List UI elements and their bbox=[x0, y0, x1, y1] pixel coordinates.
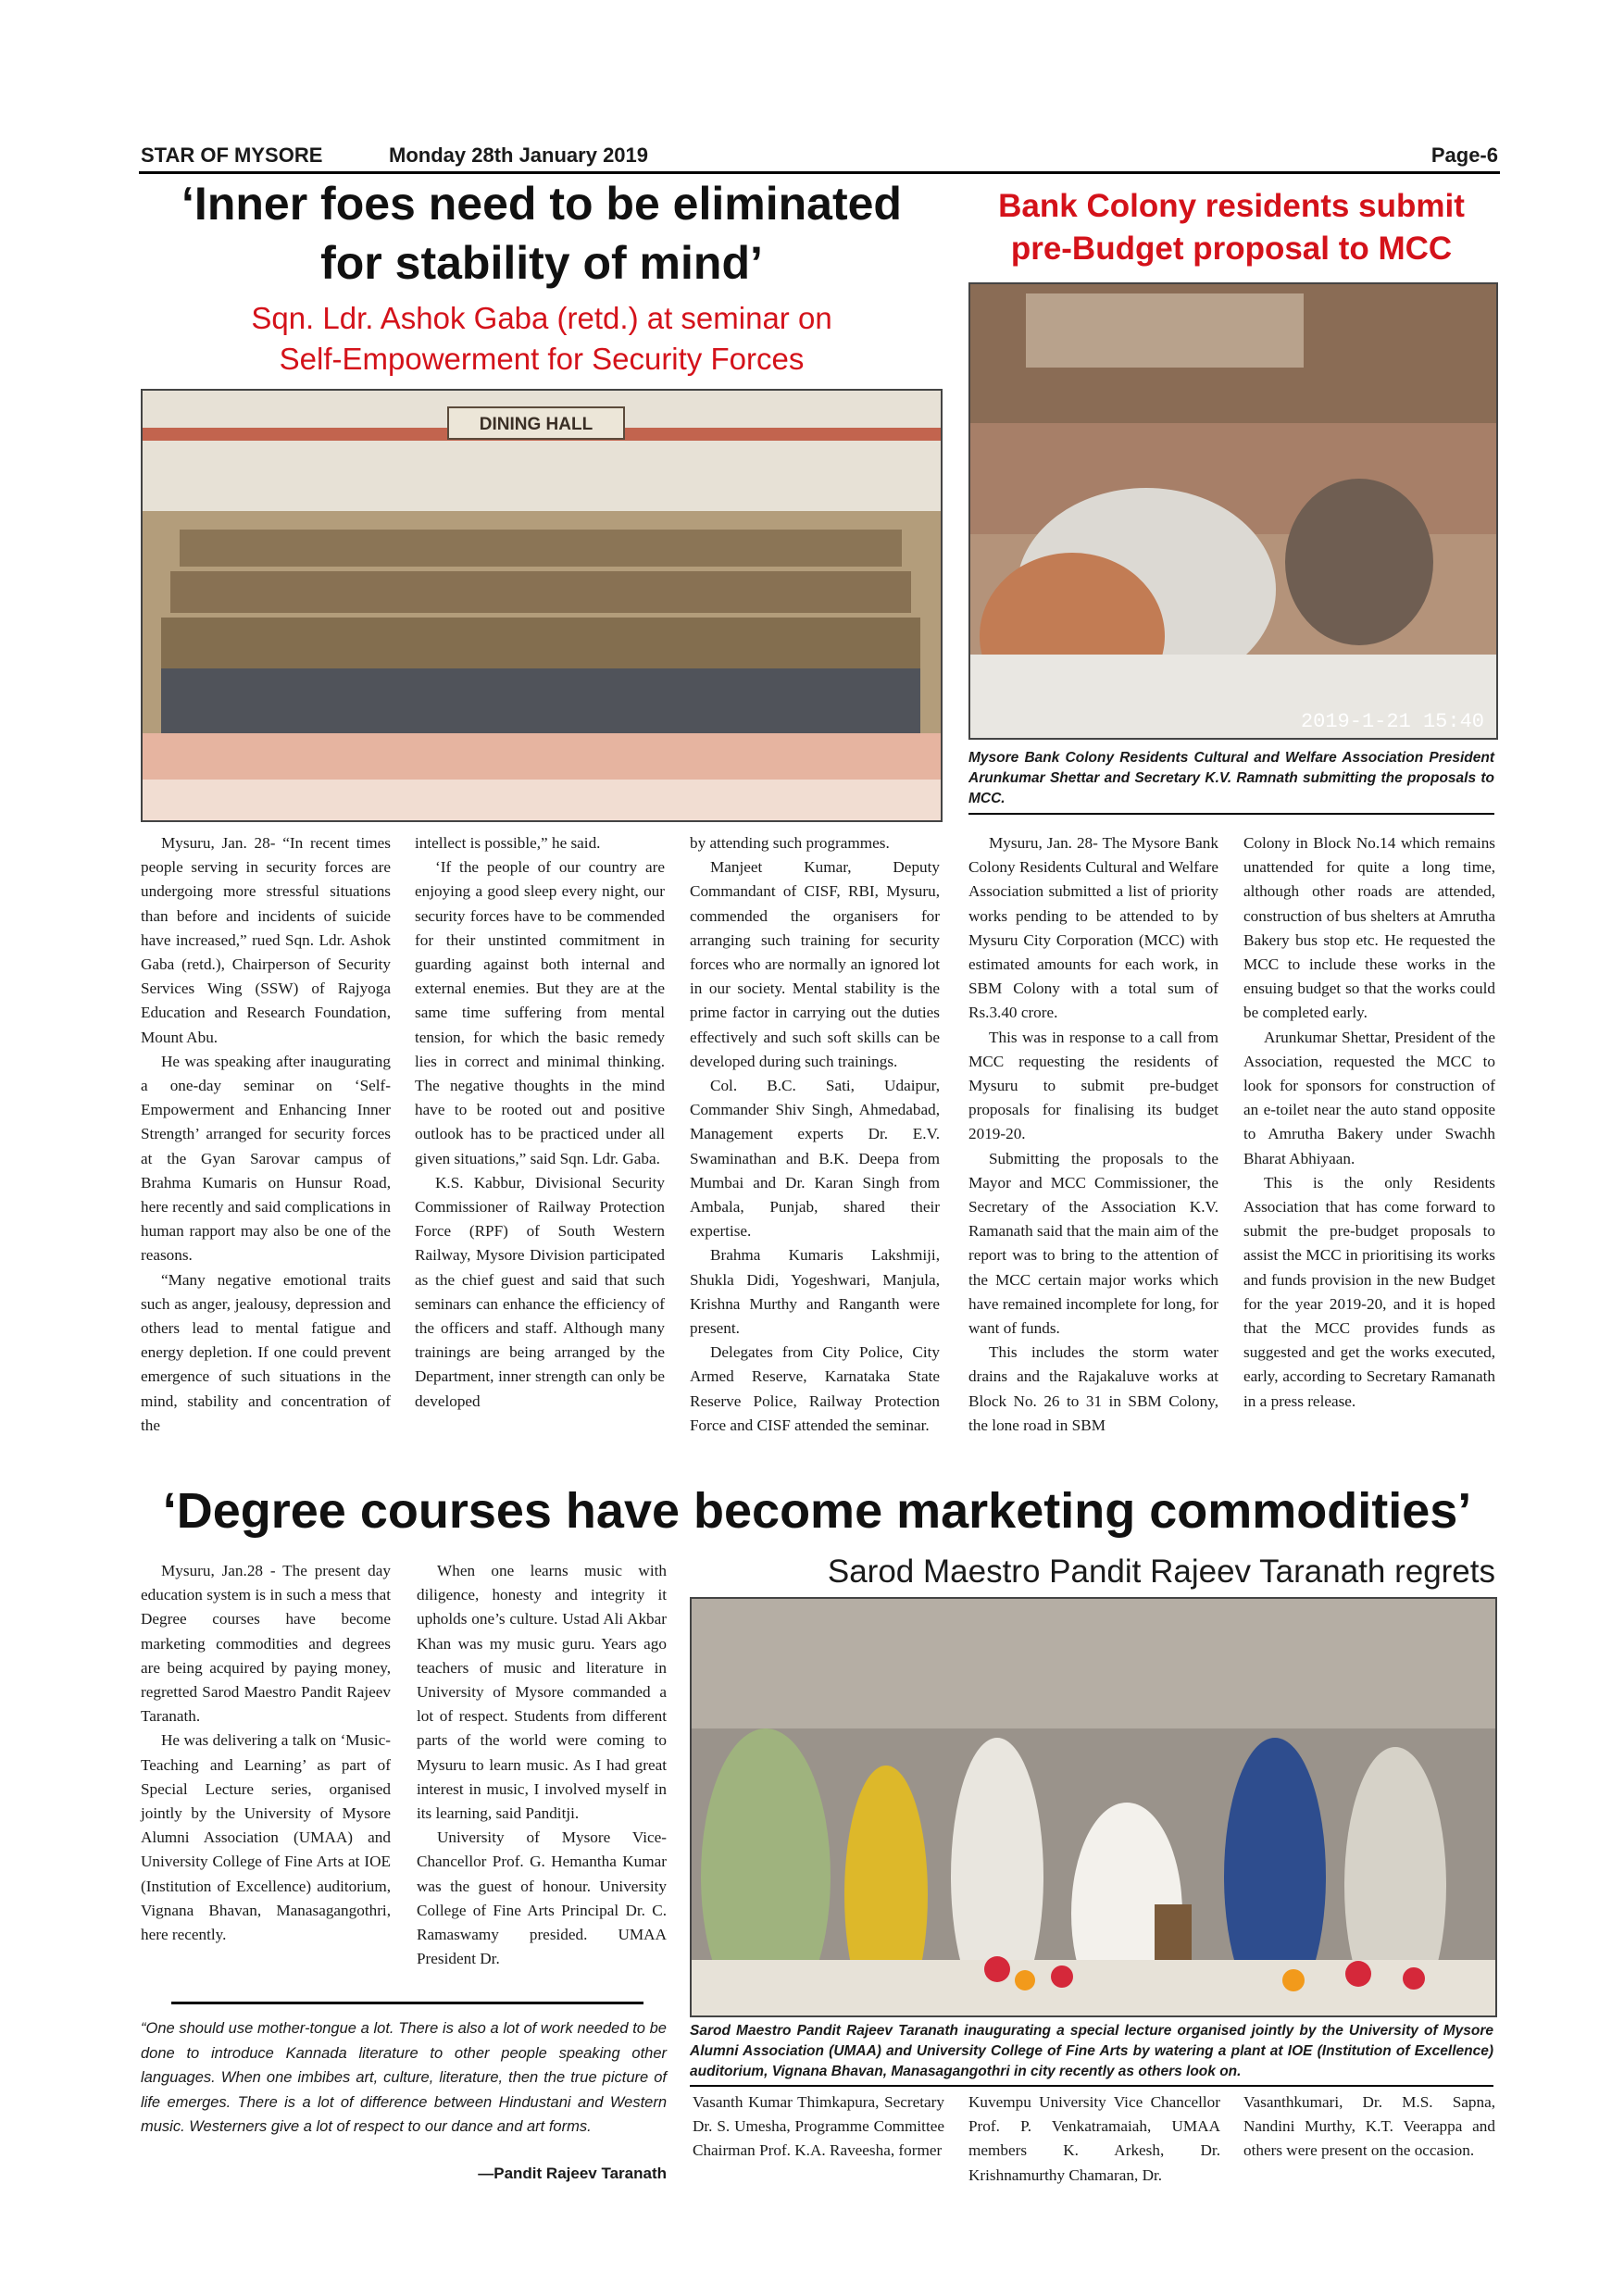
pull-quote-author: —Pandit Rajeev Taranath bbox=[478, 2165, 667, 2182]
story3-paragraph: Vasanthkumari, Dr. M.S. Sapna, Nandini Murthy, K.T. Veerappa and others were present on the occasion. bbox=[1243, 2093, 1495, 2160]
lecture-photo bbox=[690, 1597, 1497, 2017]
story1-subhead bbox=[134, 298, 949, 380]
story1-subhead-line2: Self-Empowerment for Security Forces bbox=[279, 342, 805, 376]
story3-paragraph: Vasanth Kumar Thimkapura, Secretary Dr. S. Umesha, Programme Committee Chairman Prof. K.A. Raveesha, former bbox=[693, 2093, 944, 2160]
seminar-group-photo bbox=[141, 389, 943, 822]
story3-column-1 bbox=[141, 1559, 391, 1947]
story2-headline-line1: Bank Colony residents submit bbox=[998, 188, 1465, 224]
story2-paragraph: Submitting the proposals to the Mayor and MCC Commissioner, the Secretary of the Association K.V. Ramanath said that the main aim of the report was to bring to the attention of the MCC certain major works which have remained incomplete for long, for want of funds. bbox=[968, 1149, 1218, 1338]
dining-hall-sign: DINING HALL bbox=[479, 415, 593, 434]
story1-paragraph: K.S. Kabbur, Divisional Security Commissioner of Railway Protection Force (RPF) of South Western Railway, Mysore Division participated as the chief guest and said that such seminars can enhance the efficiency of the officers and staff. Although many trainings are being arranged by the Department, inner strength can only be developed bbox=[415, 1173, 665, 1410]
story3-bottom-column-2 bbox=[968, 2090, 1220, 2188]
story2-column-1 bbox=[968, 831, 1218, 1438]
story3-paragraph: Kuvempu University Vice Chancellor Prof. P. Venkatramaiah, UMAA members K. Arkesh, Dr. Krishnamurthy Chamaran, Dr. bbox=[968, 2093, 1220, 2184]
story2-paragraph: Mysuru, Jan. 28- The Mysore Bank Colony Residents Cultural and Welfare Association submitted a list of priority works pending to be attended to by Mysuru City Corporation (MCC) with estimated amounts for each work, in SBM Colony with a total sum of Rs.3.40 crore. bbox=[968, 834, 1218, 1022]
pull-quote: “One should use mother-tongue a lot. There is also a lot of work needed to be done to introduce Kannada literature to other people speaking other languages. When one imbibes art, culture, literature, then the true picture of life emerges. There is a lot of difference between Hindustani and Western music. Westerners give a lot of respect to our dance and art forms. bbox=[141, 2020, 667, 2135]
photo-date-stamp: 2019-1-21 15:40 bbox=[1300, 710, 1484, 733]
story2-paragraph: This includes the storm water drains and the Rajakaluve works at Block No. 26 to 31 in SBM Colony, the lone road in SBM bbox=[968, 1343, 1218, 1434]
story3-paragraph: University of Mysore Vice-Chancellor Prof. G. Hemantha Kumar was the guest of honour. University College of Fine Arts Principal Dr. C. Ramaswamy presided. UMAA President Dr. bbox=[417, 1828, 667, 1968]
story2-headline-line2: pre-Budget proposal to MCC bbox=[1010, 231, 1453, 267]
story1-paragraph: intellect is possible,” he said. bbox=[415, 834, 601, 852]
story1-paragraph: Delegates from City Police, City Armed Reserve, Karnataka State Reserve Police, Railway Protection Force and CISF attended the seminar. bbox=[690, 1343, 940, 1434]
meeting-photo-image bbox=[970, 284, 1496, 738]
story3-bottom-column-1 bbox=[693, 2090, 944, 2164]
story1-column-2 bbox=[415, 831, 665, 1414]
story1-paragraph: Manjeet Kumar, Deputy Commandant of CISF, RBI, Mysuru, commended the organisers for arranging such training for security forces who are normally an ignored lot in our society. Mental stability is the prime factor in carrying out the duties effectively and such soft skills can be developed during such trainings. bbox=[690, 858, 940, 1070]
page-number: Page-6 bbox=[1430, 144, 1498, 167]
story3-column-2 bbox=[417, 1559, 667, 1971]
paper-name: STAR OF MYSORE bbox=[141, 144, 323, 167]
story1-headline bbox=[134, 174, 949, 293]
page-masthead bbox=[139, 144, 1500, 174]
story1-headline-line2: for stability of mind’ bbox=[320, 237, 763, 289]
story3-headline: ‘Degree courses have become marketing commodities’ bbox=[162, 1483, 1472, 1539]
story1-paragraph: ‘If the people of our country are enjoying a good sleep every night, our security forces have to be commended for their unstinted commitment in guarding against both internal and external enemies. But they are at the same time suffering from mental tension, for which the basic remedy lies in correct and minimal thinking. The negative thoughts in the mind have to be rooted out and positive outlook has to be practiced under all given situations,” said Sqn. Ldr. Gaba. bbox=[415, 858, 665, 1167]
lecture-photo-image bbox=[692, 1599, 1495, 2015]
story1-paragraph: Col. B.C. Sati, Udaipur, Commander Shiv Singh, Ahmedabad, Management experts Dr. E.V. Swaminathan and B.K. Deepa from Mumbai and Dr. Karan Singh from Ambala, Punjab, shared their expertise. bbox=[690, 1077, 940, 1241]
story3-photo-caption: Sarod Maestro Pandit Rajeev Taranath inaugurating a special lecture organised jointly by the University of Mysore Alumni Association (UMAA) and University College of Fine Arts by watering a plant at IOE (Institution of Excellence) auditorium, Vignana Bhavan, Manasagangothri in city recently as others look on. bbox=[690, 2023, 1493, 2079]
story1-paragraph: Brahma Kumaris Lakshmiji, Shukla Didi, Yogeshwari, Manjula, Krishna Murthy and Ranganth were present. bbox=[690, 1246, 940, 1338]
story3-caption-rule bbox=[690, 2085, 1493, 2087]
story3-subhead: Sarod Maestro Pandit Rajeev Taranath regrets bbox=[827, 1554, 1495, 1590]
story1-paragraph: “Many negative emotional traits such as anger, jealousy, depression and others lead to mental fatigue and energy depletion. If one could prevent emergence of such situations in the mind, stability and concentration of the bbox=[141, 1270, 391, 1434]
story1-column-3 bbox=[690, 831, 940, 1438]
story2-paragraph: This is the only Residents Association that has come forward to submit the pre-budget proposals to assist the MCC in prioritising its works and funds provision in the new Budget for the year 2019-20, and it is hoped that the MCC provides funds as suggested and get the works executed, early, according to Secretary Ramanath in a press release. bbox=[1243, 1173, 1495, 1410]
story3-paragraph: He was delivering a talk on ‘Music-Teaching and Learning’ as part of Special Lecture series, organised jointly by the University of Mysore Alumni Association (UMAA) and University College of Fine Arts at IOE (Institution of Excellence) auditorium, Vignana Bhavan, Manasagangothri, here recently. bbox=[141, 1731, 391, 1944]
story1-paragraph: He was speaking after inaugurating a one-day seminar on ‘Self-Empowerment and Enhancing Inner Strength’ arranged for security forces at the Gyan Sarovar campus of Brahma Kumaris on Hunsur Road, here recently and said complications in human rapport may also be one of the reasons. bbox=[141, 1052, 391, 1265]
story2-photo-caption: Mysore Bank Colony Residents Cultural and Welfare Association President Arunkumar Shettar and Secretary K.V. Ramnath submitting the proposals to MCC. bbox=[968, 750, 1494, 806]
story1-column-1 bbox=[141, 831, 391, 1438]
story3-paragraph: Mysuru, Jan.28 - The present day education system is in such a mess that Degree courses have become marketing commodities and degrees are being acquired by paying money, regretted Sarod Maestro Pandit Rajeev Taranath. bbox=[141, 1562, 391, 1726]
story1-subhead-line1: Sqn. Ldr. Ashok Gaba (retd.) at seminar on bbox=[251, 301, 832, 335]
story2-caption-rule bbox=[968, 813, 1494, 815]
story2-headline bbox=[963, 185, 1500, 270]
story1-headline-line1: ‘Inner foes need to be eliminated bbox=[181, 178, 902, 230]
story2-paragraph: This was in response to a call from MCC requesting the residents of Mysuru to submit pre-budget proposals for finalising its budget 2019-20. bbox=[968, 1028, 1218, 1143]
issue-date: Monday 28th January 2019 bbox=[389, 144, 649, 167]
mcc-meeting-photo bbox=[968, 282, 1498, 740]
story1-paragraph: by attending such programmes. bbox=[690, 834, 890, 852]
quote-top-rule bbox=[171, 2002, 643, 2004]
story3-bottom-column-3 bbox=[1243, 2090, 1495, 2164]
story2-paragraph: Arunkumar Shettar, President of the Association, requested the MCC to look for sponsors for construction of an e-toilet near the auto stand opposite to Amrutha Bakery under Swachh Bharat Abhiyaan. bbox=[1243, 1028, 1495, 1167]
story1-paragraph: Mysuru, Jan. 28- “In recent times people serving in security forces are undergoing more stressful situations than before and incidents of suicide have increased,” rued Sqn. Ldr. Ashok Gaba (retd.), Chairperson of Security Services Wing (SSW) of Rajyoga Education and Research Foundation, Mount Abu. bbox=[141, 834, 391, 1046]
story2-paragraph: Colony in Block No.14 which remains unattended for quite a long time, although other roads are attended, construction of bus shelters at Amrutha Bakery bus stop etc. He requested the MCC to include these works in the ensuing budget so that the works could be completed early. bbox=[1243, 834, 1495, 1022]
story2-column-2 bbox=[1243, 831, 1495, 1414]
story3-paragraph: When one learns music with diligence, honesty and integrity it upholds one’s culture. Ustad Ali Akbar Khan was my music guru. Years ago teachers of music and literature in University of Mysore commanded a lot of respect. Students from different parts of the world were coming to Mysuru to learn music. As I had great interest in music, I involved myself in its learning, said Panditji. bbox=[417, 1562, 667, 1823]
group-photo-image bbox=[143, 391, 941, 820]
